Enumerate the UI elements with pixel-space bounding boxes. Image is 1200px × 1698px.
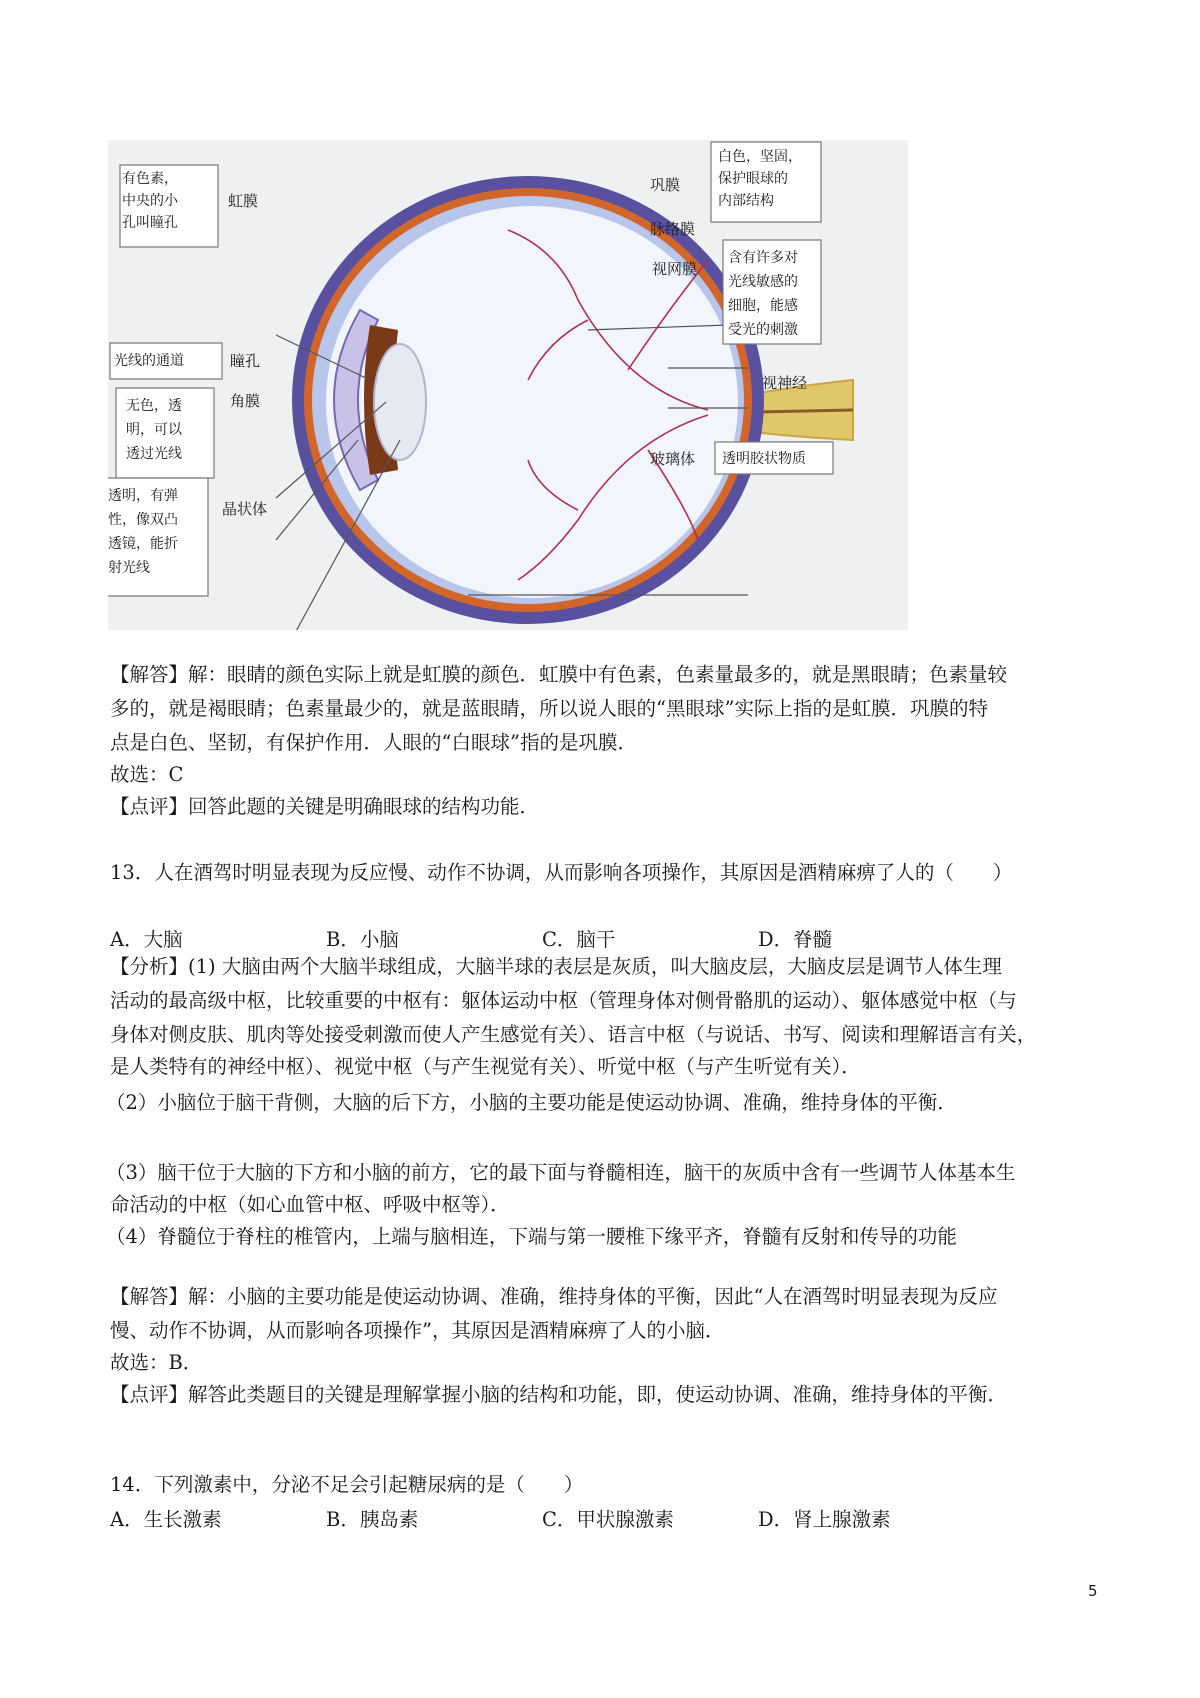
- pupil-label: 瞳孔: [230, 352, 261, 370]
- cornea-note: 无色，透 明，可以 透过光线: [126, 398, 182, 462]
- q13-analysis-1: 【分析】(1) 大脑由两个大脑半球组成，大脑半球的表层是灰质，叫大脑皮层，大脑皮层是调节人体生理: [110, 955, 1002, 978]
- q13-analysis-4: 是人类特有的神经中枢）、视觉中枢（与产生视觉有关）、听觉中枢（与产生听觉有关）．: [110, 1055, 861, 1078]
- q14-option-a: A．生长激素: [110, 1508, 222, 1531]
- answer12-line2: 多的，就是褐眼睛；色素量最少的，就是蓝眼睛，所以说人眼的“黑眼球”实际上指的是虹膜．巩膜的特: [110, 697, 988, 720]
- q14-option-b: B．胰岛素: [326, 1508, 419, 1531]
- q13-option-c: C．脑干: [542, 928, 616, 951]
- answer12-line1: 【解答】解：眼睛的颜色实际上就是虹膜的颜色．虹膜中有色素，色素量最多的，就是黑眼睛；色素量较: [110, 663, 1008, 686]
- iris-note: 有色素， 中央的小 孔叫瞳孔: [122, 171, 178, 231]
- page-number: 5: [1088, 1582, 1098, 1600]
- iris-label: 虹膜: [228, 192, 259, 210]
- q13-analysis-7: 命活动的中枢（如心血管中枢、呼吸中枢等）．: [110, 1193, 510, 1216]
- q13-analysis-6: （3）脑干位于大脑的下方和小脑的前方，它的最下面与脊髓相连，脑干的灰质中含有一些调节人体基本生: [106, 1161, 1016, 1184]
- q14-option-d: D．肾上腺激素: [758, 1508, 891, 1531]
- q13-analysis-8: （4）脊髓位于脊柱的椎管内，上端与脑相连，下端与第一腰椎下缘平齐，脊髓有反射和传导的功能: [106, 1225, 957, 1248]
- vitreous-note: 透明胶状物质: [722, 451, 806, 467]
- q13-answer-1: 【解答】解：小脑的主要功能是使运动协调、准确，维持身体的平衡，因此“人在酒驾时明显表现为反应: [110, 1285, 998, 1308]
- sclera-note: 白色，坚固， 保护眼球的 内部结构: [718, 149, 802, 209]
- lens-label: 晶状体: [222, 500, 268, 518]
- answer12-comment: 【点评】回答此题的关键是明确眼球的结构功能．: [110, 795, 540, 818]
- q13-stem: 13．人在酒驾时明显表现为反应慢、动作不协调，从而影响各项操作，其原因是酒精麻痹了人的（ ）: [110, 861, 1013, 884]
- answer12-choice: 故选：C: [110, 763, 184, 786]
- cornea-label: 角膜: [230, 392, 261, 410]
- q14-stem: 14．下列激素中，分泌不足会引起糖尿病的是（ ）: [110, 1473, 584, 1496]
- optic-nerve-label: 视神经: [762, 374, 808, 392]
- q13-option-d: D．脊髓: [758, 928, 833, 951]
- q14-option-c: C．甲状腺激素: [542, 1508, 674, 1531]
- pupil-note: 光线的通道: [114, 353, 184, 369]
- answer12-line3: 点是白色、坚韧，有保护作用．人眼的“白眼球”指的是巩膜．: [110, 731, 637, 754]
- retina-note: 含有许多对 光线敏感的 细胞，能感 受光的刺激: [728, 250, 798, 338]
- retina-label: 视网膜: [652, 260, 698, 278]
- choroid-label: 脉络膜: [650, 220, 696, 238]
- q13-comment: 【点评】解答此类题目的关键是理解掌握小脑的结构和功能，即，使运动协调、准确，维持身体的平衡．: [110, 1383, 1008, 1406]
- lens-note: 透明，有弹 性，像双凸 透镜，能折 射光线: [108, 488, 178, 576]
- q13-choice: 故选：B．: [110, 1351, 203, 1374]
- q13-answer-2: 慢、动作不协调，从而影响各项操作”，其原因是酒精麻痹了人的小脑．: [110, 1319, 725, 1342]
- q13-analysis-2: 活动的最高级中枢，比较重要的中枢有：躯体运动中枢（管理身体对侧骨骼肌的运动）、躯体感觉中枢（与: [110, 989, 1017, 1012]
- q13-option-a: A．大脑: [110, 928, 183, 951]
- q13-option-b: B．小脑: [326, 928, 399, 951]
- q13-analysis-3: 身体对侧皮肤、肌肉等处接受刺激而使人产生感觉有关）、语言中枢（与说话、书写、阅读和理解语言有关，: [110, 1023, 1037, 1046]
- vitreous-label: 玻璃体: [650, 450, 696, 468]
- sclera-label: 巩膜: [650, 176, 681, 194]
- q13-analysis-5: （2）小脑位于脑干背侧，大脑的后下方，小脑的主要功能是使运动协调、准确，维持身体的平衡．: [106, 1091, 957, 1114]
